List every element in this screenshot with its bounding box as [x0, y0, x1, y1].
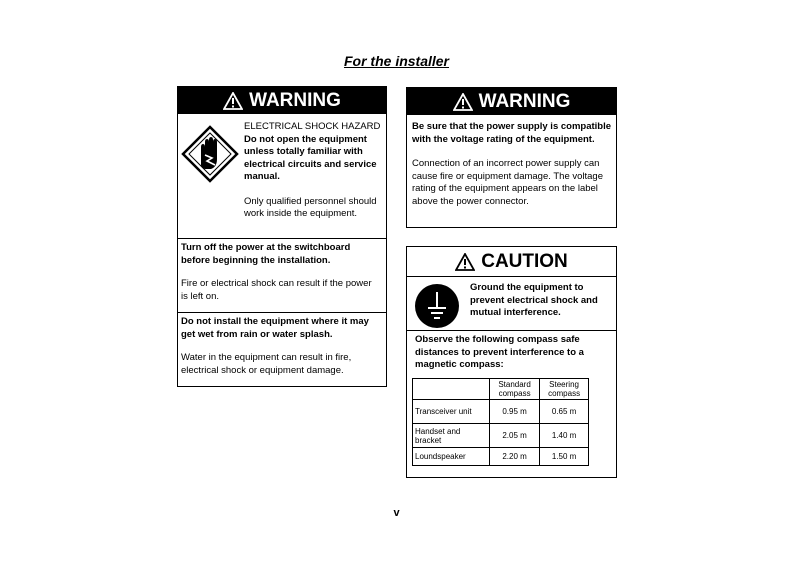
caution-heading: CAUTION	[481, 250, 568, 272]
table-header-row	[413, 379, 589, 400]
caution-box	[406, 246, 617, 478]
page-number: v	[393, 507, 400, 519]
table-cell: 1.40 m	[540, 424, 589, 448]
caution-triangle-icon	[455, 253, 475, 271]
table-row	[413, 400, 589, 424]
table-cell: Loundspeaker	[413, 448, 490, 466]
water-consequence: Water in the equipment can result in fire, electrical shock or equipment damage.	[181, 352, 352, 376]
section-switchboard	[178, 238, 386, 313]
table-cell: 2.20 m	[490, 448, 540, 466]
warning-banner	[178, 87, 386, 114]
warning-heading: WARNING	[478, 90, 571, 112]
hazard-note: Only qualified personnel should work inside the equipment.	[244, 195, 377, 219]
table-header-cell: Steering compass	[540, 379, 589, 400]
table-cell: 0.95 m	[490, 400, 540, 424]
warning-triangle-icon	[223, 92, 243, 110]
warning-banner	[407, 88, 616, 115]
section-compass	[407, 330, 616, 477]
caution-banner	[407, 247, 616, 277]
section-water	[178, 312, 386, 387]
table-row	[413, 424, 589, 448]
table-header-cell: Standard compass	[490, 379, 540, 400]
page-title: For the installer	[343, 53, 450, 69]
table-cell: Transceiver unit	[413, 400, 490, 424]
power-supply-consequence: Connection of an incorrect power supply can cause fire or equipment damage. The voltage rating of the equipment appears on the label above the power connector.	[412, 158, 603, 207]
power-supply-warning: Be sure that the power supply is compatible with the voltage rating of the equipment.	[412, 121, 612, 145]
hazard-title: ELECTRICAL SHOCK HAZARD	[244, 121, 381, 132]
table-cell: 2.05 m	[490, 424, 540, 448]
warning-heading: WARNING	[249, 89, 341, 111]
table-header-cell	[413, 379, 490, 400]
ground-icon	[415, 284, 459, 328]
table-cell: Handset and bracket	[413, 424, 490, 448]
warning-triangle-icon	[453, 93, 473, 111]
ground-text: Ground the equipment to prevent electrical shock and mutual interference.	[470, 282, 598, 318]
table-row	[413, 448, 589, 466]
warning-box-left	[177, 86, 387, 387]
switchboard-warning: Turn off the power at the switchboard before beginning the installation.	[181, 242, 351, 266]
electrical-shock-hand-icon	[181, 125, 239, 183]
compass-text: Observe the following compass safe distances to prevent interference to a magnetic compass:	[415, 334, 584, 370]
table-cell: 0.65 m	[540, 400, 589, 424]
hazard-body: Do not open the equipment unless totally familiar with electrical circuits and service manual.	[244, 133, 377, 182]
compass-distance-table	[412, 378, 589, 466]
warning-box-right	[406, 87, 617, 228]
table-cell: 1.50 m	[540, 448, 589, 466]
water-warning: Do not install the equipment where it may get wet from rain or water splash.	[181, 316, 369, 340]
switchboard-consequence: Fire or electrical shock can result if the power is left on.	[181, 278, 372, 302]
